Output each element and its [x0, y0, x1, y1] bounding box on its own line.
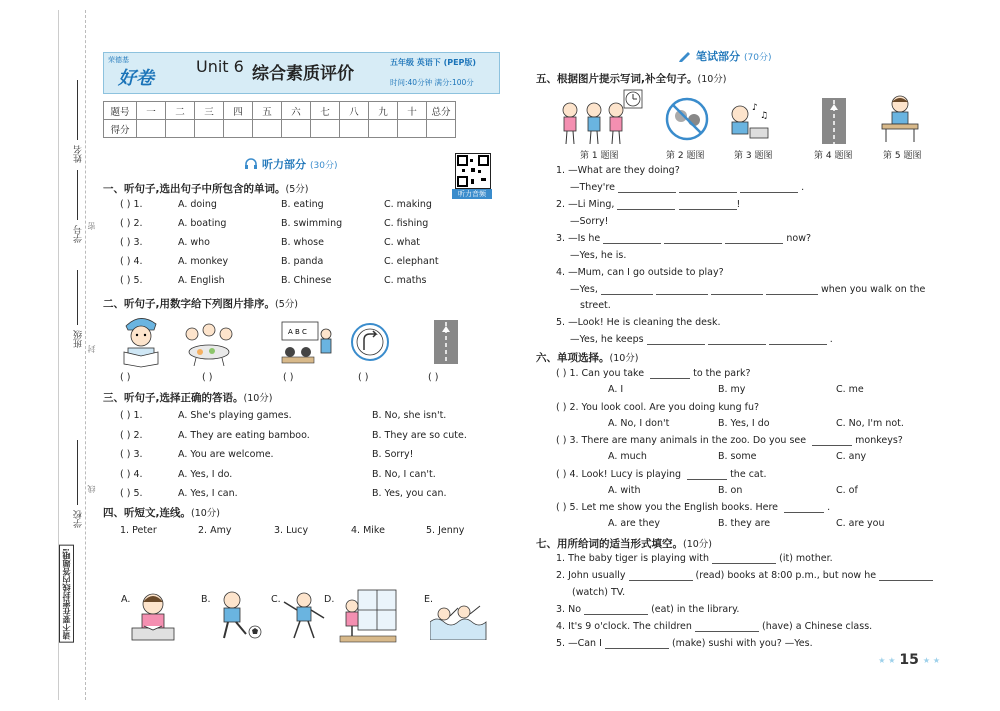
s6-question-text: ( ) 4. Look! Lucy is playing	[556, 468, 682, 480]
svg-text:♫: ♫	[760, 111, 769, 121]
road-picture	[426, 318, 466, 366]
s6-question-suffix: to the park?	[693, 368, 751, 379]
blank[interactable]	[650, 369, 690, 379]
no-talking-sign-picture	[664, 96, 710, 142]
s5-q3-suffix: now?	[786, 233, 812, 244]
page-title: 综合素质评价	[252, 64, 354, 84]
svg-text:♪: ♪	[752, 103, 758, 113]
section-7-title	[536, 536, 712, 551]
s6-option-b[interactable]: B. some	[718, 451, 757, 462]
s6-question-suffix: .	[827, 502, 831, 513]
s1-option-b: B. panda	[281, 256, 324, 267]
s1-option-c: C. elephant	[384, 256, 439, 267]
score-table-cell: 题号	[104, 102, 137, 120]
score-input-cell[interactable]	[340, 120, 369, 138]
s3-option-a: A. Yes, I do.	[178, 468, 233, 480]
s5-q2-prefix: 2. —Li Ming,	[556, 199, 615, 210]
s3-answer-bracket[interactable]: ( ) 1.	[120, 410, 143, 421]
s5-q4-cont: street.	[580, 300, 611, 311]
s3-answer-bracket[interactable]: ( ) 2.	[120, 429, 143, 441]
s1-option-c: C. what	[384, 237, 421, 248]
score-table-cell: 七	[311, 102, 340, 120]
s1-answer-bracket[interactable]: ( ) 5.	[120, 275, 143, 286]
time-score: 时间:40分钟 满分:100分	[390, 78, 474, 87]
s6-option-c[interactable]: C. me	[836, 384, 864, 395]
section-5-title-text: 五、根据图片提示写词,补全句子。	[536, 73, 698, 85]
s5-q1-prefix: —They're	[570, 182, 615, 193]
section-5-title	[536, 71, 727, 86]
name-label: 姓名	[74, 145, 84, 163]
score-table-header-row	[104, 102, 456, 120]
score-input-cell[interactable]	[137, 120, 166, 138]
s3-option-b: B. They are so cute.	[372, 429, 467, 441]
s6-question	[556, 402, 759, 413]
blank[interactable]	[695, 622, 759, 632]
s6-option-b[interactable]: B. my	[718, 384, 746, 395]
s3-answer-bracket[interactable]: ( ) 4.	[120, 468, 143, 480]
seal-char-1: 密	[87, 222, 96, 230]
blank[interactable]	[725, 234, 783, 244]
s1-option-b: B. swimming	[281, 218, 343, 229]
school-label: 学校	[74, 510, 84, 528]
s6-option-c[interactable]: C. of	[836, 484, 858, 496]
blank[interactable]	[879, 571, 933, 581]
girl-reading-picture	[128, 590, 178, 642]
blank[interactable]	[766, 285, 818, 295]
s7-q5-b: (make) sushi with you? —Yes.	[671, 638, 813, 649]
blank[interactable]	[603, 234, 661, 244]
section-6-title-text: 六、单项选择。	[536, 352, 610, 364]
s6-question-text: ( ) 1. Can you take	[556, 368, 645, 379]
s7-q2	[556, 570, 933, 581]
s6-question-text: ( ) 2. You look cool. Are you doing kung fu?	[556, 401, 760, 413]
brand-small: 荣德基	[108, 56, 129, 64]
score-table-score-row	[104, 120, 456, 138]
s4-name[interactable]: 1. Peter	[120, 525, 157, 536]
s4-name[interactable]: 3. Lucy	[274, 525, 309, 536]
s1-option-b: B. whose	[281, 237, 324, 248]
score-table-cell: 五	[253, 102, 282, 120]
s3-option-b: B. No, she isn't.	[372, 410, 447, 421]
blank[interactable]	[664, 234, 722, 244]
s5-q5-answer: —Yes, he keeps .	[570, 334, 833, 345]
blank[interactable]	[629, 571, 693, 581]
grade-label: 五年级 英语下 (PEP版)	[390, 58, 477, 67]
s5-q4: 4. —Mum, can I go outside to play?	[556, 267, 724, 278]
blank[interactable]	[708, 335, 766, 345]
s1-option-c: C. fishing	[384, 218, 429, 229]
s1-option-a: A. boating	[178, 218, 227, 229]
blank[interactable]	[812, 436, 852, 446]
score-input-cell[interactable]	[369, 120, 398, 138]
s3-answer-bracket[interactable]: ( ) 3.	[120, 449, 143, 460]
s5-caption: 第 3 题图	[734, 151, 773, 161]
s5-q5: 5. —Look! He is cleaning the desk.	[556, 317, 721, 328]
s3-option-b: B. No, I can't.	[372, 468, 436, 480]
score-table-cell: 四	[224, 102, 253, 120]
blank[interactable]	[584, 605, 648, 615]
s3-option-b: B. Yes, you can.	[372, 488, 447, 499]
s4-letter: B.	[201, 594, 211, 605]
blank[interactable]	[618, 183, 676, 193]
s4-letter: E.	[424, 594, 434, 605]
qr-code-icon[interactable]	[455, 153, 491, 189]
score-table-cell: 总分	[427, 102, 456, 120]
unit-label: Unit 6	[196, 57, 244, 76]
s5-q1-answer: —They're .	[570, 182, 805, 193]
seal-line	[85, 10, 86, 700]
score-input-cell[interactable]	[398, 120, 427, 138]
s7-q3-a: 3. No	[556, 604, 582, 615]
section-7-score: (10分)	[683, 539, 713, 550]
listening-score: (30分)	[310, 160, 338, 171]
s6-question-text: ( ) 3. There are many animals in the zoo. Do you see	[556, 435, 807, 446]
s7-q3-b: (eat) in the library.	[651, 604, 740, 615]
blank[interactable]	[601, 285, 653, 295]
s6-question-suffix: the cat.	[730, 468, 767, 480]
s2-answer-bracket[interactable]: ( )	[358, 372, 369, 383]
s7-q2-a: 2. John usually	[556, 570, 626, 581]
s1-option-c: C. maths	[384, 275, 427, 286]
blank[interactable]	[617, 200, 675, 210]
section-6-score: (10分)	[609, 353, 639, 364]
s1-answer-bracket[interactable]: ( ) 4.	[120, 256, 143, 267]
s5-caption: 第 1 题图	[580, 151, 619, 161]
s6-option-b[interactable]: B. they are	[718, 518, 771, 529]
blank[interactable]	[784, 503, 824, 513]
section-3-score: (10分)	[243, 393, 273, 404]
s6-option-b[interactable]: B. on	[718, 484, 743, 496]
s7-q4-a: 4. It's 9 o'clock. The children	[556, 621, 692, 632]
class-line	[77, 270, 78, 325]
girl-cleaning-window-picture	[338, 588, 398, 644]
road-picture-2	[814, 96, 854, 146]
girl-exercising-picture	[280, 590, 328, 642]
s5-q4-answer	[570, 284, 925, 295]
s1-option-a: A. English	[178, 275, 225, 286]
s7-q5	[556, 638, 813, 649]
section-3-title-text: 三、听句子,选择正确的答语。	[103, 392, 244, 404]
s6-option-b[interactable]: B. Yes, I do	[718, 417, 770, 429]
score-table-cell: 九	[369, 102, 398, 120]
no-turn-sign-picture	[350, 320, 390, 364]
boy-at-desk-picture	[880, 94, 920, 144]
listening-banner	[244, 156, 337, 172]
section-1-title-text: 一、听句子,选出句子中所包含的单词。	[103, 183, 286, 195]
score-input-cell[interactable]	[253, 120, 282, 138]
s6-option-a[interactable]: A. I	[608, 384, 624, 395]
section-6-title	[536, 350, 639, 365]
section-5-score: (10分)	[697, 74, 727, 85]
s6-question-text: ( ) 5. Let me show you the English books. Here	[556, 502, 779, 513]
s5-caption: 第 5 题图	[883, 151, 922, 161]
s7-q3	[556, 604, 739, 615]
s5-q3	[556, 233, 811, 244]
star-icon: ★ ★	[878, 655, 896, 665]
score-table-cell: 三	[195, 102, 224, 120]
unit-header	[103, 52, 500, 94]
s4-name[interactable]: 5. Jenny	[426, 525, 465, 536]
section-2-score: (5分)	[275, 299, 298, 310]
s7-q2-b: (read) books at 8:00 p.m., but now he	[695, 570, 877, 581]
page-number	[878, 652, 940, 668]
s4-letter: A.	[121, 594, 131, 605]
s5-q1: 1. —What are they doing?	[556, 165, 680, 176]
s6-option-a[interactable]: A. No, I don't	[608, 417, 670, 429]
s4-letter: D.	[324, 594, 335, 605]
boy-football-picture	[210, 590, 264, 642]
blank[interactable]	[769, 335, 827, 345]
s5-q4-prefix: —Yes,	[570, 284, 598, 295]
s1-option-a: A. who	[178, 237, 210, 248]
s7-q5-a: 5. —Can I	[556, 638, 602, 649]
s6-option-a[interactable]: A. with	[608, 484, 641, 496]
s6-question	[556, 469, 766, 480]
writing-title: 笔试部分	[696, 50, 740, 63]
s1-option-b: B. eating	[281, 199, 324, 210]
pencil-icon	[678, 50, 692, 62]
classroom-picture	[278, 320, 336, 366]
section-7-title-text: 七、用所给词的适当形式填空。	[536, 538, 683, 550]
s5-q2: 2. —Li Ming, !	[556, 199, 741, 210]
s3-option-a: A. They are eating bamboo.	[178, 429, 310, 441]
s5-q3-answer: —Yes, he is.	[570, 250, 627, 261]
s6-option-c[interactable]: C. are you	[836, 518, 885, 529]
school-line	[77, 440, 78, 505]
score-table-cell: 一	[137, 102, 166, 120]
section-1-score: (5分)	[285, 184, 309, 195]
blank[interactable]	[712, 554, 776, 564]
s5-caption: 第 2 题图	[666, 151, 705, 161]
s5-q3-prefix: 3. —Is he	[556, 233, 601, 244]
listening-title: 听力部分	[262, 158, 306, 171]
score-input-cell[interactable]	[282, 120, 311, 138]
s6-option-c[interactable]: C. any	[836, 451, 867, 462]
s1-answer-bracket[interactable]: ( ) 1.	[120, 199, 143, 210]
binding-note: 请不要在密封线内答题哦!	[59, 545, 74, 643]
s2-answer-bracket[interactable]: ( )	[428, 372, 439, 383]
name-line	[77, 80, 78, 140]
s2-answer-bracket[interactable]: ( )	[202, 372, 213, 383]
score-table-cell: 得分	[104, 120, 137, 138]
s4-name[interactable]: 2. Amy	[198, 525, 232, 536]
s1-option-b: B. Chinese	[281, 275, 332, 286]
svg-text:A B C: A B C	[288, 328, 307, 336]
s7-q2-cont: (watch) TV.	[572, 587, 626, 598]
score-table-cell: 十	[398, 102, 427, 120]
class-label: 班级	[74, 330, 84, 348]
s4-name[interactable]: 4. Mike	[351, 525, 385, 536]
score-table-cell: 六	[282, 102, 311, 120]
seal-char-3: 线	[87, 485, 96, 493]
section-1-title	[103, 181, 308, 196]
score-table	[103, 101, 456, 138]
blank[interactable]	[740, 183, 798, 193]
boy-listening-music-picture	[724, 98, 770, 142]
s2-answer-bracket[interactable]: ( )	[283, 372, 294, 383]
blank[interactable]	[711, 285, 763, 295]
section-2-title	[103, 296, 298, 311]
score-input-cell[interactable]	[224, 120, 253, 138]
binding-strip	[0, 0, 95, 711]
s3-option-a: A. Yes, I can.	[178, 488, 238, 499]
s7-q1	[556, 553, 833, 564]
star-icon: ★ ★	[922, 655, 940, 665]
s5-caption: 第 4 题图	[814, 151, 853, 161]
s6-question	[556, 435, 903, 446]
s1-option-c: C. making	[384, 199, 432, 210]
section-4-title-text: 四、听短文,连线。	[103, 507, 191, 519]
writing-banner	[678, 48, 771, 64]
blank[interactable]	[679, 183, 737, 193]
kids-swimming-picture	[430, 592, 488, 640]
s6-option-c[interactable]: C. No, I'm not.	[836, 417, 904, 429]
kids-dancing-picture	[556, 88, 646, 146]
s7-q1-b: (it) mother.	[779, 553, 833, 564]
score-input-cell[interactable]	[166, 120, 195, 138]
id-line	[77, 170, 78, 220]
s1-answer-bracket[interactable]: ( ) 3.	[120, 237, 143, 248]
score-table-cell: 二	[166, 102, 195, 120]
brand-logo: 好卷	[118, 68, 154, 89]
blank[interactable]	[605, 639, 669, 649]
score-input-cell[interactable]	[311, 120, 340, 138]
page-number-text: 15	[899, 652, 919, 668]
s6-option-a[interactable]: A. are they	[608, 518, 660, 529]
s7-q1-a: 1. The baby tiger is playing with	[556, 553, 710, 564]
s5-q4-suffix: when you walk on the	[821, 284, 926, 295]
section-4-score: (10分)	[191, 508, 221, 519]
blank[interactable]	[656, 285, 708, 295]
s6-question-suffix: monkeys?	[855, 435, 903, 446]
section-4-title	[103, 505, 220, 520]
family-dinner-picture	[182, 320, 236, 366]
s7-q4	[556, 621, 872, 632]
s1-answer-bracket[interactable]: ( ) 2.	[120, 218, 143, 229]
s2-answer-bracket[interactable]: ( )	[120, 372, 131, 383]
headphones-icon	[244, 158, 258, 170]
s6-option-a[interactable]: A. much	[608, 451, 647, 462]
s7-q4-b: (have) a Chinese class.	[762, 621, 873, 632]
qr-label: 听力音频	[452, 189, 492, 199]
s1-option-a: A. doing	[178, 199, 217, 210]
s4-letter: C.	[271, 594, 281, 605]
score-input-cell[interactable]	[427, 120, 456, 138]
s3-option-a: A. You are welcome.	[178, 449, 274, 460]
s3-answer-bracket[interactable]: ( ) 5.	[120, 488, 143, 499]
s5-q2-answer: —Sorry!	[570, 216, 609, 227]
score-input-cell[interactable]	[195, 120, 224, 138]
blank[interactable]	[687, 470, 727, 480]
section-3-title	[103, 390, 273, 405]
blank[interactable]	[647, 335, 705, 345]
s5-q5-prefix: —Yes, he keeps	[570, 334, 644, 345]
s6-question	[556, 368, 751, 379]
blank[interactable]	[679, 200, 737, 210]
boy-reading-picture	[118, 312, 162, 368]
section-2-title-text: 二、听句子,用数字给下列图片排序。	[103, 298, 275, 310]
id-label: 学号	[74, 225, 84, 243]
seal-char-2: 封	[87, 345, 96, 353]
s3-option-a: A. She's playing games.	[178, 410, 292, 421]
writing-score: (70分)	[744, 52, 772, 63]
s6-question	[556, 502, 830, 513]
s1-option-a: A. monkey	[178, 256, 229, 267]
score-table-cell: 八	[340, 102, 369, 120]
s3-option-b: B. Sorry!	[372, 449, 414, 460]
